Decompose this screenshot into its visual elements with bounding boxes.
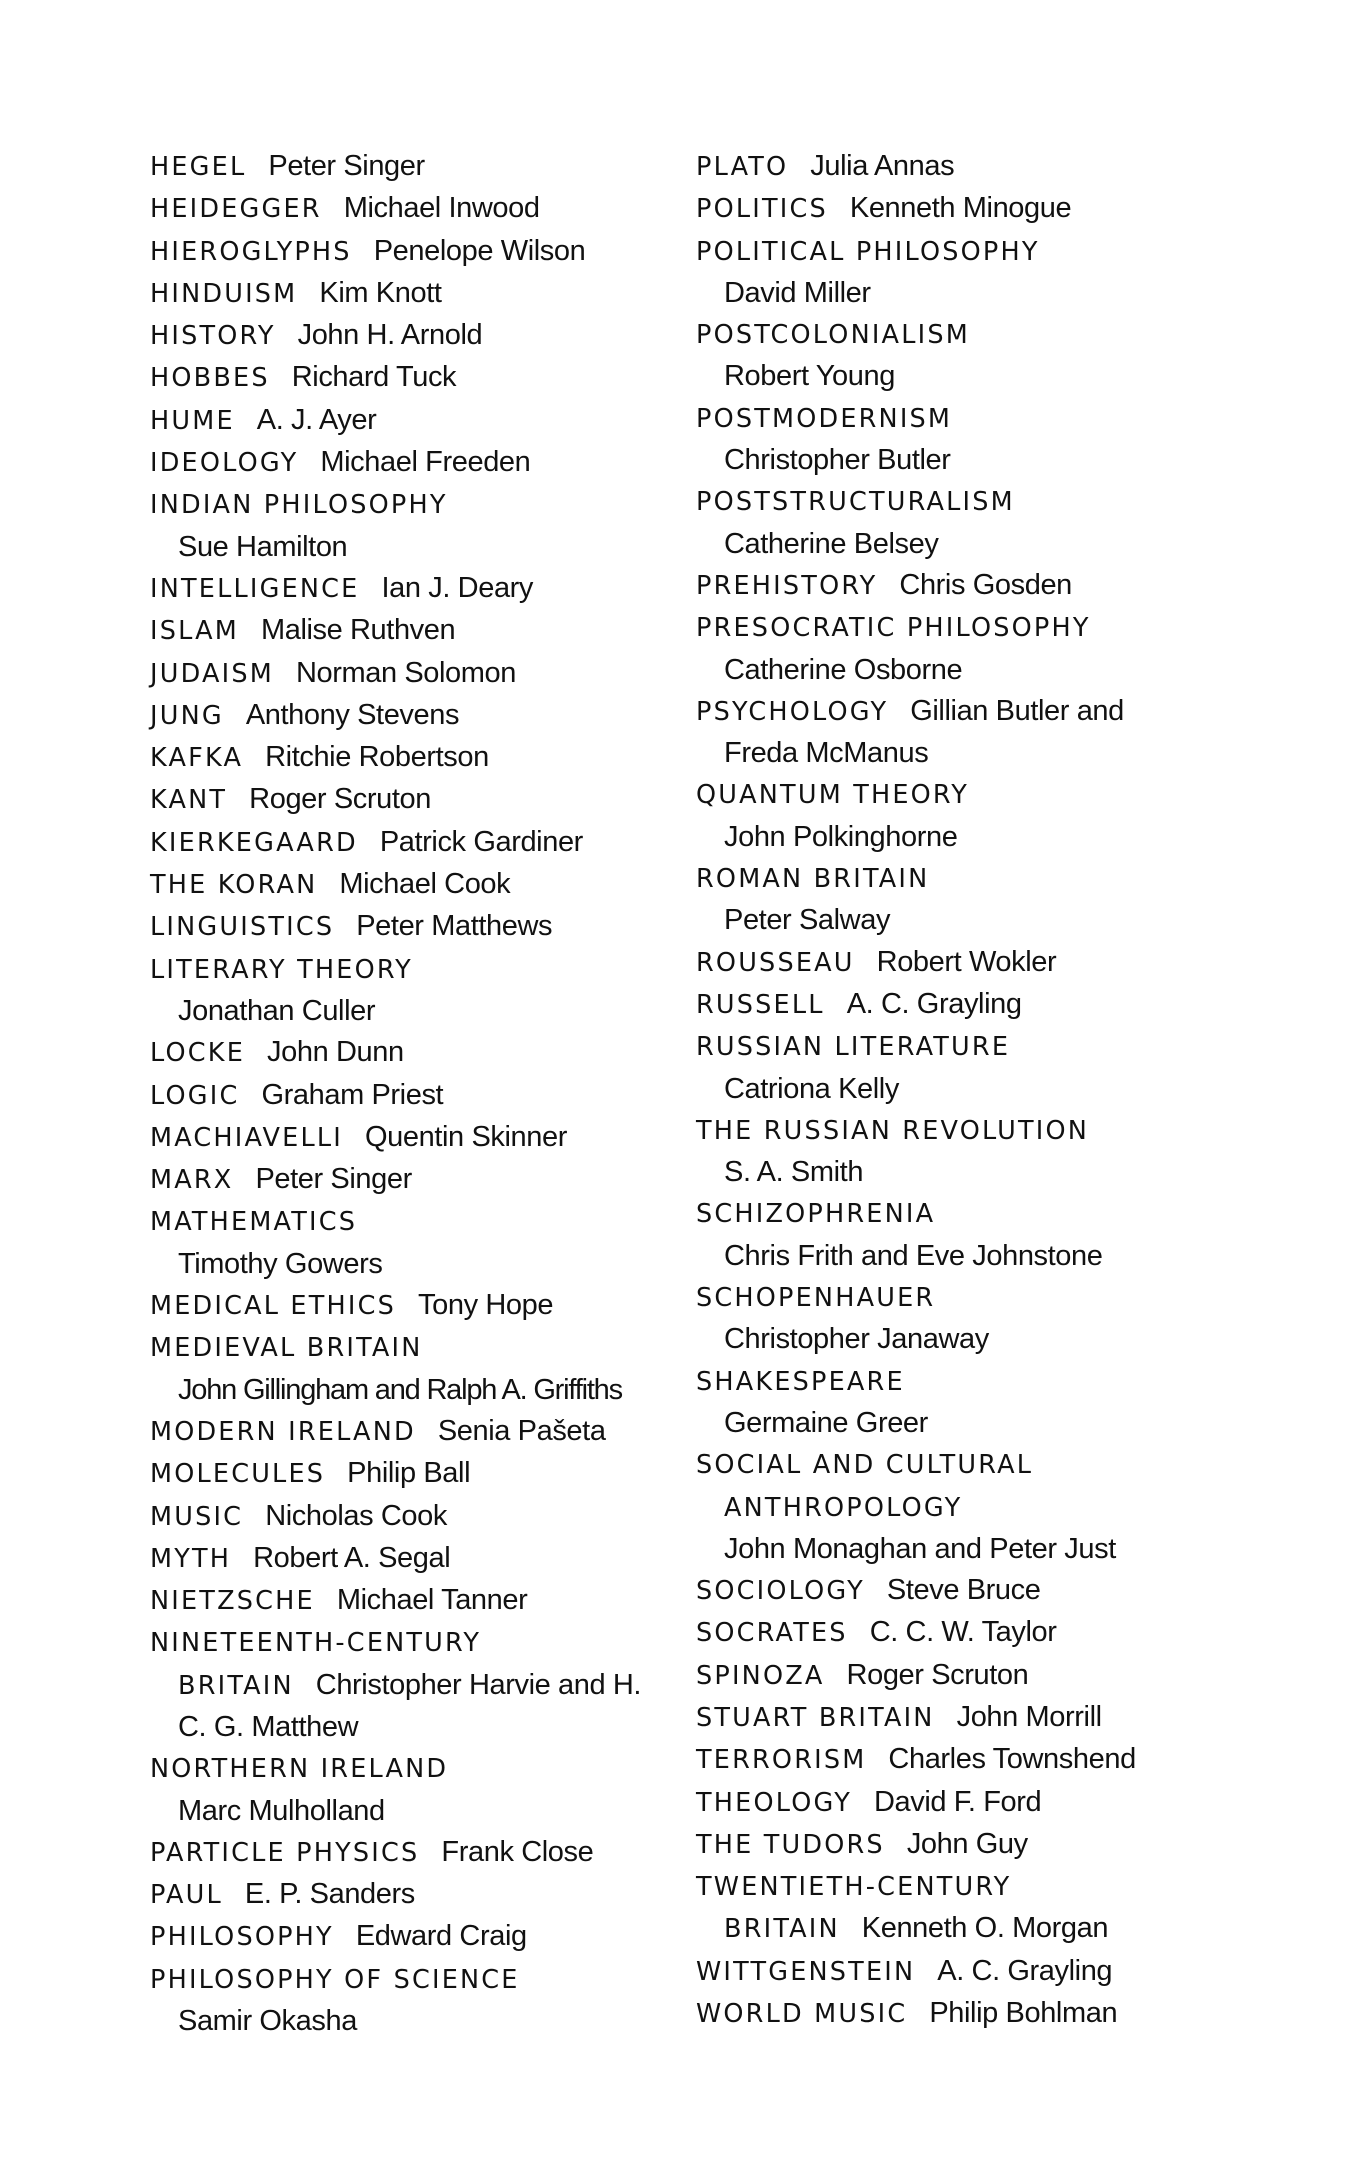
book-title: KAFKA xyxy=(150,743,244,774)
book-title: MATHEMATICS xyxy=(150,1207,358,1238)
book-title: SCHIZOPHRENIA xyxy=(696,1199,936,1230)
book-entry xyxy=(150,695,670,737)
book-title: SPINOZA xyxy=(696,1660,825,1691)
book-author: Norman Solomon xyxy=(295,656,516,689)
book-entry xyxy=(696,1951,1256,1993)
book-author: Frank Close xyxy=(441,1835,594,1868)
book-author: Jonathan Culler xyxy=(178,994,376,1027)
book-title: MACHIAVELLI xyxy=(150,1122,344,1153)
book-entry xyxy=(150,231,670,273)
book-entry xyxy=(696,565,1256,607)
book-author: Nicholas Cook xyxy=(265,1499,447,1532)
book-author: Steve Bruce xyxy=(886,1574,1041,1607)
book-title: HEGEL xyxy=(150,152,247,182)
book-author: Chris Gosden xyxy=(899,568,1072,601)
book-title: WITTGENSTEIN xyxy=(696,1956,916,1987)
book-entry xyxy=(696,858,1256,942)
book-author: David Miller xyxy=(724,276,871,309)
book-author: John Gillingham and Ralph A. Griffiths xyxy=(178,1373,622,1406)
book-title: POSTCOLONIALISM xyxy=(696,320,970,351)
book-title: POSTSTRUCTURALISM xyxy=(696,487,1015,518)
book-author: C. C. W. Taylor xyxy=(869,1616,1057,1649)
book-author: David F. Ford xyxy=(873,1785,1042,1818)
book-author: Kenneth Minogue xyxy=(849,192,1072,225)
book-entry xyxy=(150,610,670,652)
book-author: Graham Priest xyxy=(261,1078,444,1111)
book-entry xyxy=(150,357,670,399)
book-title: HISTORY xyxy=(150,321,276,352)
book-title: KANT xyxy=(150,785,228,816)
book-author: Tony Hope xyxy=(418,1289,554,1322)
book-entry xyxy=(150,568,670,610)
book-entry xyxy=(150,949,670,1033)
book-author: Germaine Greer xyxy=(724,1406,928,1439)
book-entry xyxy=(150,1327,670,1411)
book-entry xyxy=(150,737,670,779)
book-author: Chris Frith and Eve Johnstone xyxy=(724,1239,1103,1272)
book-author: Kenneth O. Morgan xyxy=(861,1912,1109,1945)
book-author: Malise Ruthven xyxy=(260,614,456,647)
book-entry xyxy=(150,779,670,821)
book-entry xyxy=(150,653,670,695)
book-title: MEDIEVAL BRITAIN xyxy=(150,1333,423,1364)
book-title: PRESOCRATIC PHILOSOPHY xyxy=(696,613,1091,644)
book-author: Sue Hamilton xyxy=(178,530,348,563)
book-title: MODERN IRELAND xyxy=(150,1416,416,1447)
book-entry xyxy=(150,1538,670,1580)
book-entry xyxy=(150,1832,670,1874)
book-title: JUNG xyxy=(150,700,224,731)
book-entry xyxy=(150,1580,670,1622)
book-title: NIETZSCHE xyxy=(150,1586,315,1617)
book-title: WORLD MUSIC xyxy=(696,1999,908,2030)
book-author: S. A. Smith xyxy=(724,1156,864,1189)
book-title: LOGIC xyxy=(150,1080,240,1111)
book-entry xyxy=(696,1193,1256,1277)
book-entry xyxy=(696,481,1256,565)
book-entry xyxy=(696,1739,1256,1781)
left-column xyxy=(150,146,670,2042)
book-author: Kim Knott xyxy=(319,276,442,309)
book-title: POSTMODERNISM xyxy=(696,403,953,434)
book-author: A. C. Grayling xyxy=(937,1954,1113,1987)
book-author: John Dunn xyxy=(267,1036,404,1069)
book-author: Michael Inwood xyxy=(343,192,540,225)
book-entry xyxy=(696,1866,1174,1951)
book-title: THE TUDORS xyxy=(696,1829,885,1860)
book-entry xyxy=(696,1570,1256,1612)
book-entry xyxy=(150,1159,670,1201)
book-author: A. C. Grayling xyxy=(846,987,1022,1020)
book-title: LITERARY THEORY xyxy=(150,954,413,985)
book-title: ISLAM xyxy=(150,616,239,647)
book-entry xyxy=(150,1285,670,1327)
book-entry xyxy=(150,442,670,484)
book-title: INTELLIGENCE xyxy=(150,573,360,604)
book-author: Quentin Skinner xyxy=(365,1120,567,1153)
book-entry xyxy=(150,1411,670,1453)
book-author: Ian J. Deary xyxy=(381,571,534,604)
book-author: Peter Singer xyxy=(255,1163,412,1196)
book-title: ROUSSEAU xyxy=(696,947,855,978)
book-title: HUME xyxy=(150,405,235,436)
book-title: THE RUSSIAN REVOLUTION xyxy=(696,1115,1090,1146)
book-author: Michael Tanner xyxy=(336,1584,528,1617)
book-entry xyxy=(696,314,1256,398)
book-entry xyxy=(696,1655,1256,1697)
book-title: THEOLOGY xyxy=(696,1787,852,1818)
book-title: IDEOLOGY xyxy=(150,448,299,479)
book-author: Christopher Janaway xyxy=(724,1323,989,1356)
book-title: THE KORAN xyxy=(150,870,318,901)
book-entry xyxy=(150,864,670,906)
book-author: Charles Townshend xyxy=(888,1743,1136,1776)
book-author: John Guy xyxy=(906,1827,1028,1860)
book-author: Philip Ball xyxy=(347,1457,471,1490)
book-entry xyxy=(150,188,670,230)
book-author: Ritchie Robertson xyxy=(265,741,489,774)
book-title: MEDICAL ETHICS xyxy=(150,1291,397,1322)
book-title: INDIAN PHILOSOPHY xyxy=(150,490,448,521)
book-entry xyxy=(696,1444,1144,1570)
book-author: Roger Scruton xyxy=(249,783,431,816)
book-title: MARX xyxy=(150,1165,234,1196)
book-author: Catherine Belsey xyxy=(724,527,939,560)
book-author: Michael Cook xyxy=(339,868,511,901)
book-entry xyxy=(696,1697,1256,1739)
book-entry xyxy=(696,1824,1256,1866)
book-title: PREHISTORY xyxy=(696,570,878,601)
book-entry xyxy=(150,146,670,188)
book-entry xyxy=(150,400,670,442)
book-author: John Morrill xyxy=(956,1700,1102,1733)
book-title: SHAKESPEARE xyxy=(696,1366,905,1397)
book-title: POLITICAL PHILOSOPHY xyxy=(696,236,1040,267)
right-column xyxy=(696,146,1256,2035)
book-title: SOCRATES xyxy=(696,1618,848,1649)
book-title: PARTICLE PHYSICS xyxy=(150,1837,420,1868)
book-title: PAUL xyxy=(150,1880,223,1911)
book-title: JUDAISM xyxy=(150,658,274,689)
book-author: Senia Pašeta xyxy=(437,1414,606,1447)
book-title: PLATO xyxy=(696,152,789,182)
book-author: Anthony Stevens xyxy=(245,698,460,731)
book-author: Catriona Kelly xyxy=(724,1072,899,1105)
book-title: QUANTUM THEORY xyxy=(696,780,970,811)
book-title: NINETEENTH-CENTURY BRITAIN xyxy=(150,1628,482,1701)
book-entry xyxy=(696,774,1256,858)
book-entry xyxy=(696,1277,1256,1361)
book-title: NORTHERN IRELAND xyxy=(150,1754,449,1785)
book-entry xyxy=(150,1622,648,1748)
book-entry xyxy=(150,1453,670,1495)
book-author: Robert Young xyxy=(724,360,895,393)
book-entry xyxy=(696,984,1256,1026)
book-author: Richard Tuck xyxy=(291,361,457,394)
book-entry xyxy=(696,146,1256,188)
book-entry xyxy=(696,231,1256,315)
book-entry xyxy=(150,822,670,864)
book-title: PSYCHOLOGY xyxy=(696,696,889,727)
book-title: TWENTIETH-CENTURY BRITAIN xyxy=(696,1872,1012,1945)
book-entry xyxy=(696,1782,1256,1824)
book-entry xyxy=(150,1117,670,1159)
book-entry xyxy=(150,1075,670,1117)
book-entry xyxy=(150,1916,670,1958)
book-entry xyxy=(150,1496,670,1538)
book-title: SCHOPENHAUER xyxy=(696,1283,936,1314)
book-title: SOCIOLOGY xyxy=(696,1576,865,1607)
book-author: Christopher Butler xyxy=(724,444,951,477)
book-title: RUSSIAN LITERATURE xyxy=(696,1032,1011,1063)
book-author: Patrick Gardiner xyxy=(379,825,583,858)
book-author: Catherine Osborne xyxy=(724,653,963,686)
book-title: HIEROGLYPHS xyxy=(150,236,352,267)
book-author: A. J. Ayer xyxy=(256,403,377,436)
book-author: John H. Arnold xyxy=(297,319,483,352)
book-author: John Polkinghorne xyxy=(724,820,958,853)
book-entry xyxy=(150,1748,670,1832)
book-author: Peter Singer xyxy=(268,150,425,182)
book-entry xyxy=(150,273,670,315)
book-entry xyxy=(696,1110,1256,1194)
book-author: John Monaghan and Peter Just xyxy=(724,1532,1116,1565)
book-title: TERRORISM xyxy=(696,1745,867,1776)
book-entry xyxy=(150,315,670,357)
book-author: Julia Annas xyxy=(810,150,955,182)
book-title: MYTH xyxy=(150,1543,232,1574)
book-title: KIERKEGAARD xyxy=(150,827,358,858)
book-author: Robert A. Segal xyxy=(253,1541,451,1574)
book-title: HOBBES xyxy=(150,363,270,394)
book-author: Edward Craig xyxy=(355,1920,527,1953)
book-author: Roger Scruton xyxy=(846,1658,1029,1691)
book-author: Robert Wokler xyxy=(876,945,1057,978)
book-title: SOCIAL AND CULTURAL ANTHROPOLOGY xyxy=(696,1450,1034,1523)
book-title: MUSIC xyxy=(150,1501,244,1532)
book-entry xyxy=(696,1612,1256,1654)
book-title: LOCKE xyxy=(150,1038,246,1069)
book-entry xyxy=(150,906,670,948)
book-title: STUART BRITAIN xyxy=(696,1702,935,1733)
book-title: HINDUISM xyxy=(150,278,298,309)
book-entry xyxy=(696,1026,1256,1110)
book-author: Peter Salway xyxy=(724,904,891,937)
book-title: MOLECULES xyxy=(150,1459,326,1490)
book-entry xyxy=(150,1874,670,1916)
book-entry xyxy=(696,188,1256,230)
book-author: Peter Matthews xyxy=(356,910,553,943)
book-title: ROMAN BRITAIN xyxy=(696,864,930,895)
book-author: Penelope Wilson xyxy=(373,234,586,267)
book-title: POLITICS xyxy=(696,194,828,225)
book-title: LINGUISTICS xyxy=(150,912,335,943)
book-author: Philip Bohlman xyxy=(929,1997,1118,2030)
book-title: PHILOSOPHY xyxy=(150,1922,334,1953)
book-title: RUSSELL xyxy=(696,989,825,1020)
book-author: E. P. Sanders xyxy=(244,1878,415,1911)
book-entry xyxy=(696,607,1256,691)
book-entry xyxy=(696,691,1174,775)
book-entry xyxy=(150,1032,670,1074)
book-entry xyxy=(696,1361,1256,1445)
book-entry xyxy=(696,942,1256,984)
book-author: Christopher Harvie and H. C. G. Matthew xyxy=(178,1668,642,1743)
book-title: PHILOSOPHY OF SCIENCE xyxy=(150,1964,520,1995)
book-entry xyxy=(150,1201,670,1285)
book-author: Samir Okasha xyxy=(178,2005,357,2038)
book-entry xyxy=(696,1993,1256,2035)
book-title: HEIDEGGER xyxy=(150,194,322,225)
book-author: Timothy Gowers xyxy=(178,1247,383,1280)
book-entry xyxy=(696,398,1256,482)
book-author: Michael Freeden xyxy=(320,446,531,479)
book-author: Marc Mulholland xyxy=(178,1794,385,1827)
book-author: Gillian Butler and Freda McManus xyxy=(724,694,1124,770)
book-entry xyxy=(150,1959,670,2043)
book-entry xyxy=(150,484,670,568)
